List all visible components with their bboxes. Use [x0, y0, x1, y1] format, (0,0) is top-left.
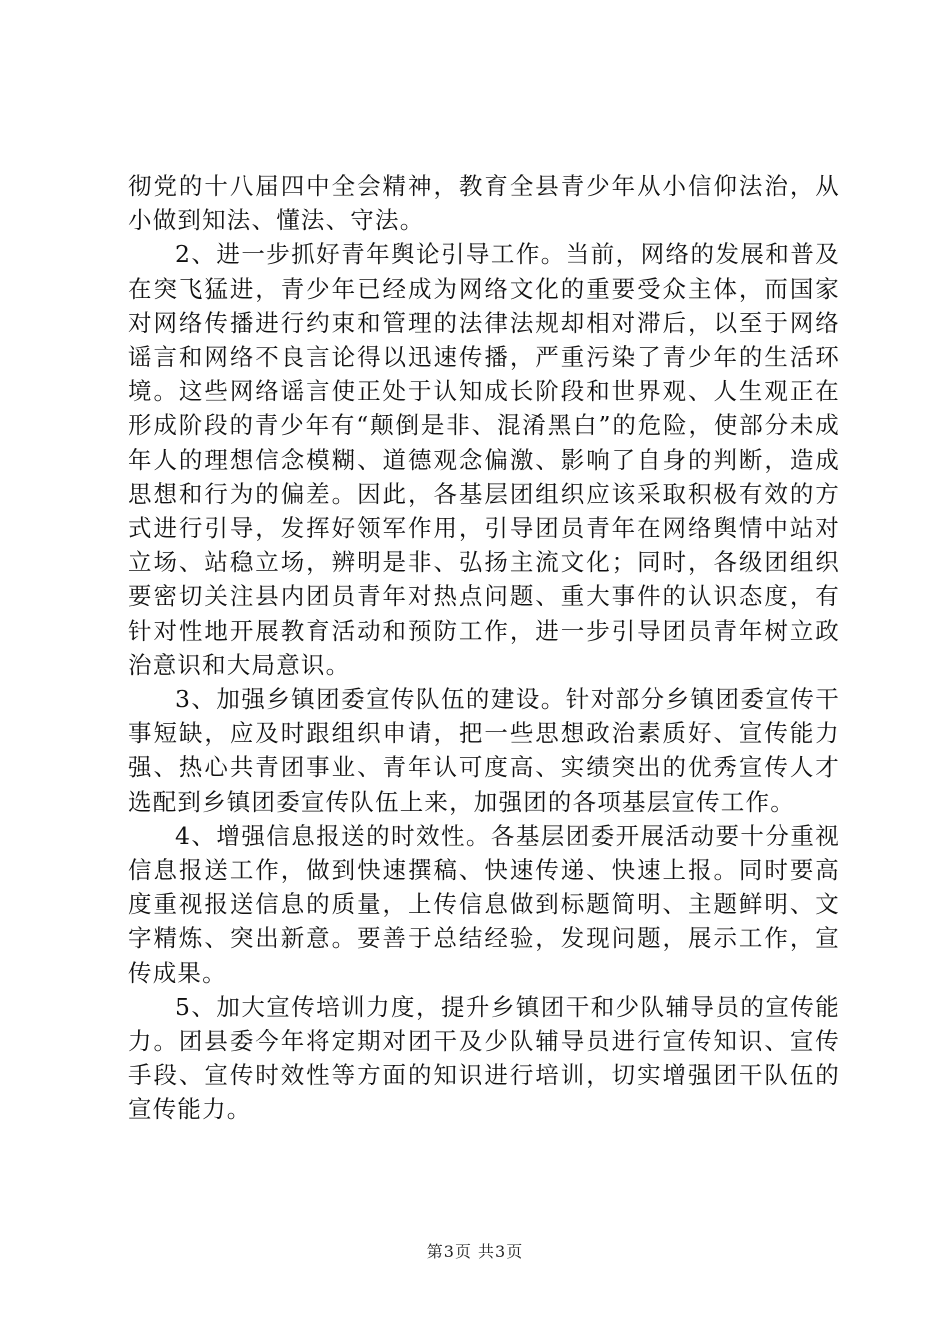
- page-number-footer: 第3页 共3页: [426, 1242, 524, 1261]
- paragraph-continuation: 彻党的十八届四中全会精神，教育全县青少年从小信仰法治，从小做到知法、懂法、守法。: [128, 172, 840, 235]
- paragraph-item-4: 4、增强信息报送的时效性。各基层团委开展活动要十分重视信息报送工作，做到快速撰稿、快速传递、快速上报。同时要高度重视报送信息的质量，上传信息做到标题简明、主题鲜明、文字精炼、突出新意。要善于总结经验，发现问题，展示工作，宣传成果。: [128, 821, 840, 987]
- paragraph-item-5: 5、加大宣传培训力度，提升乡镇团干和少队辅导员的宣传能力。团县委今年将定期对团干及少队辅导员进行宣传知识、宣传手段、宣传时效性等方面的知识进行培训，切实增强团干队伍的宣传能力。: [128, 992, 840, 1124]
- paragraph-item-3: 3、加强乡镇团委宣传队伍的建设。针对部分乡镇团委宣传干事短缺，应及时跟组织申请，把一些思想政治素质好、宣传能力强、热心共青团事业、青年认可度高、实绩突出的优秀宣传人才选配到乡镇团委宣传队伍上来，加强团的各项基层宣传工作。: [128, 685, 840, 816]
- document-body: [128, 169, 840, 1127]
- paragraph-item-2: 2、进一步抓好青年舆论引导工作。当前，网络的发展和普及在突飞猛进，青少年已经成为网络文化的重要受众主体，而国家对网络传播进行约束和管理的法律法规却相对滞后，以至于网络谣言和网络不良言论得以迅速传播，严重污染了青少年的生活环境。这些网络谣言使正处于认知成长阶段和世界观、人生观正在形成阶段的青少年有“颠倒是非、混淆黑白”的危险，使部分未成年人的理想信念模糊、道德观念偏激、影响了自身的判断，造成思想和行为的偏差。因此，各基层团组织应该采取积极有效的方式进行引导，发挥好领军作用，引导团员青年在网络舆情中站对立场、站稳立场，辨明是非、弘扬主流文化；同时，各级团组织要密切关注县内团员青年对热点问题、重大事件的认识态度，有针对性地开展教育活动和预防工作，进一步引导团员青年树立政治意识和大局意识。: [128, 240, 840, 679]
